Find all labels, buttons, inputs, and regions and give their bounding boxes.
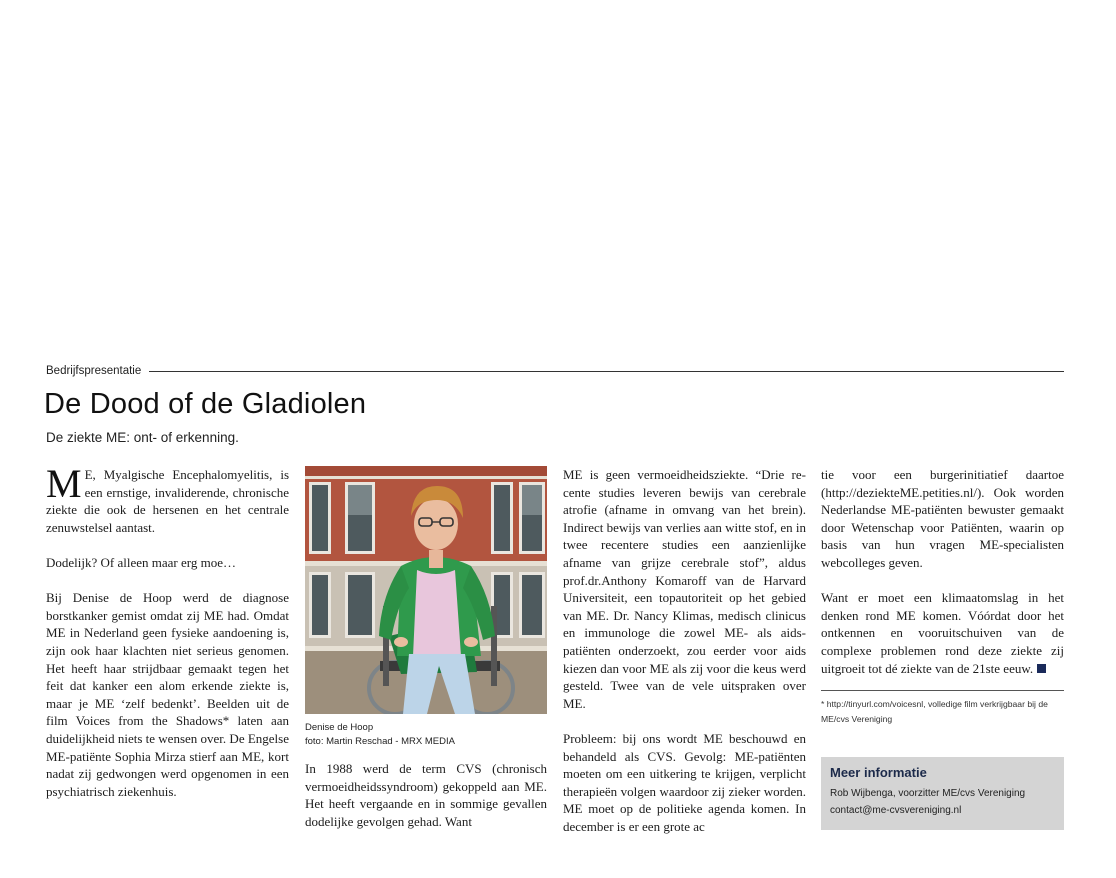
intro-text: E, Myalgische Encephalomyelitis, is een ernstige, invaliderende, chronische ziekte die ook de hersenen en het centrale zenuwstelsel aantast. <box>46 467 289 535</box>
section-divider <box>149 371 1064 372</box>
closing-text: Want er moet een klimaatomslag in het denken rond ME komen. Vóórdat door het ontkennen en vooruitschuiven van de complexe problemen rond deze ziekte zij uitgroeit tot dé ziekte van de 21ste eeuw. <box>821 590 1064 676</box>
caption-credit: foto: Martin Reschad - MRX MEDIA <box>305 736 455 747</box>
info-box <box>821 757 1064 830</box>
paragraph-intro <box>46 461 289 536</box>
article-column-2 <box>305 760 547 830</box>
drop-cap: M <box>46 461 82 506</box>
photo-caption <box>305 721 455 749</box>
article-photo <box>305 466 547 714</box>
paragraph: ME is geen vermoeidheidsziekte. “Drie recente studies leveren bewijs van cerebrale atrofie (afname in omvang van het brein). Indirect bewijs van verlies aan witte stof, en in twee recentere studies een aanzienlijke afname van grijze cerebrale stof”, aldus prof.dr.Anthony Komaroff van de Harvard Universiteit, een topautoriteit op het gebied van ME. Dr. Nancy Klimas, medisch clinicus en immunologe die zowel ME- als aids-patiënten onderzoekt, zou eerder voor aids kiezen dan voor ME als zij voor die keus werd gesteld. Twee van de vele uitspraken over ME. <box>563 467 806 711</box>
paragraph: tie voor een burgerinitiatief daartoe (http://deziekteME.petities.nl/). Ook worden Nederlandse ME-patiënten bewuster gemaakt door Wetenschap voor Patiënten, waarin op basis van hun vragen ME-specialisten webcolleges geven. <box>821 467 1064 570</box>
article-column-1 <box>46 461 289 800</box>
info-box-title: Meer informatie <box>830 765 927 780</box>
paragraph-closing <box>821 589 1064 677</box>
photo-illustration <box>305 466 547 714</box>
section-header <box>46 363 1064 379</box>
paragraph: Bij Denise de Hoop werd de diagnose borstkanker gemist omdat zij ME had. Omdat ME in Nederland geen fysieke aandoening is, zijn ook haar klachten niet serieus genomen. Het heeft haar strijdbaar gemaakt tegen het feit dat kanker een alom erkende ziekte is, maar je ME ‘zelf bedenkt’. Beelden uit de film Voices from the Shadows* laten aan duidelijkheid niets te wensen over. De Engelse ME-patiënte Sophia Mirza stierf aan ME, kort nadat zij gedwongen werd opgenomen in een psychiatrisch ziekenhuis. <box>46 590 289 799</box>
paragraph: Probleem: bij ons wordt ME beschouwd en behandeld als CVS. Gevolg: ME-patiënten moeten om een uitkering te krijgen, verplicht therapieën volgen waardoor zij zieker worden. ME moet op de politieke agenda komen. In december is er een grote ac <box>563 730 806 834</box>
article-subtitle: De ziekte ME: ont- of erkenning. <box>46 430 239 445</box>
article-title: De Dood of de Gladiolen <box>44 388 367 420</box>
info-box-contact-person: Rob Wijbenga, voorzitter ME/cvs Vereniging <box>830 788 1026 799</box>
caption-name: Denise de Hoop <box>305 722 374 733</box>
article-column-3 <box>563 466 806 835</box>
section-label: Bedrijfspresentatie <box>46 365 142 377</box>
footnote: * http://tinyurl.com/voicesnl, volledige film verkrijgbaar bij de ME/cvs Vereniging <box>821 699 1048 724</box>
paragraph: In 1988 werd de term CVS (chronisch vermoeidheidssyndroom) gekoppeld aan ME. Het heeft vergaande en in sommige gevallen dodelijke gevolgen gehad. Want <box>305 761 547 829</box>
article-column-4 <box>821 466 1064 677</box>
paragraph: Dodelijk? Of alleen maar erg moe… <box>46 554 236 570</box>
footnote-divider <box>821 690 1064 691</box>
end-mark-icon <box>1037 664 1046 673</box>
info-box-email: contact@me-cvsvereniging.nl <box>830 805 962 816</box>
